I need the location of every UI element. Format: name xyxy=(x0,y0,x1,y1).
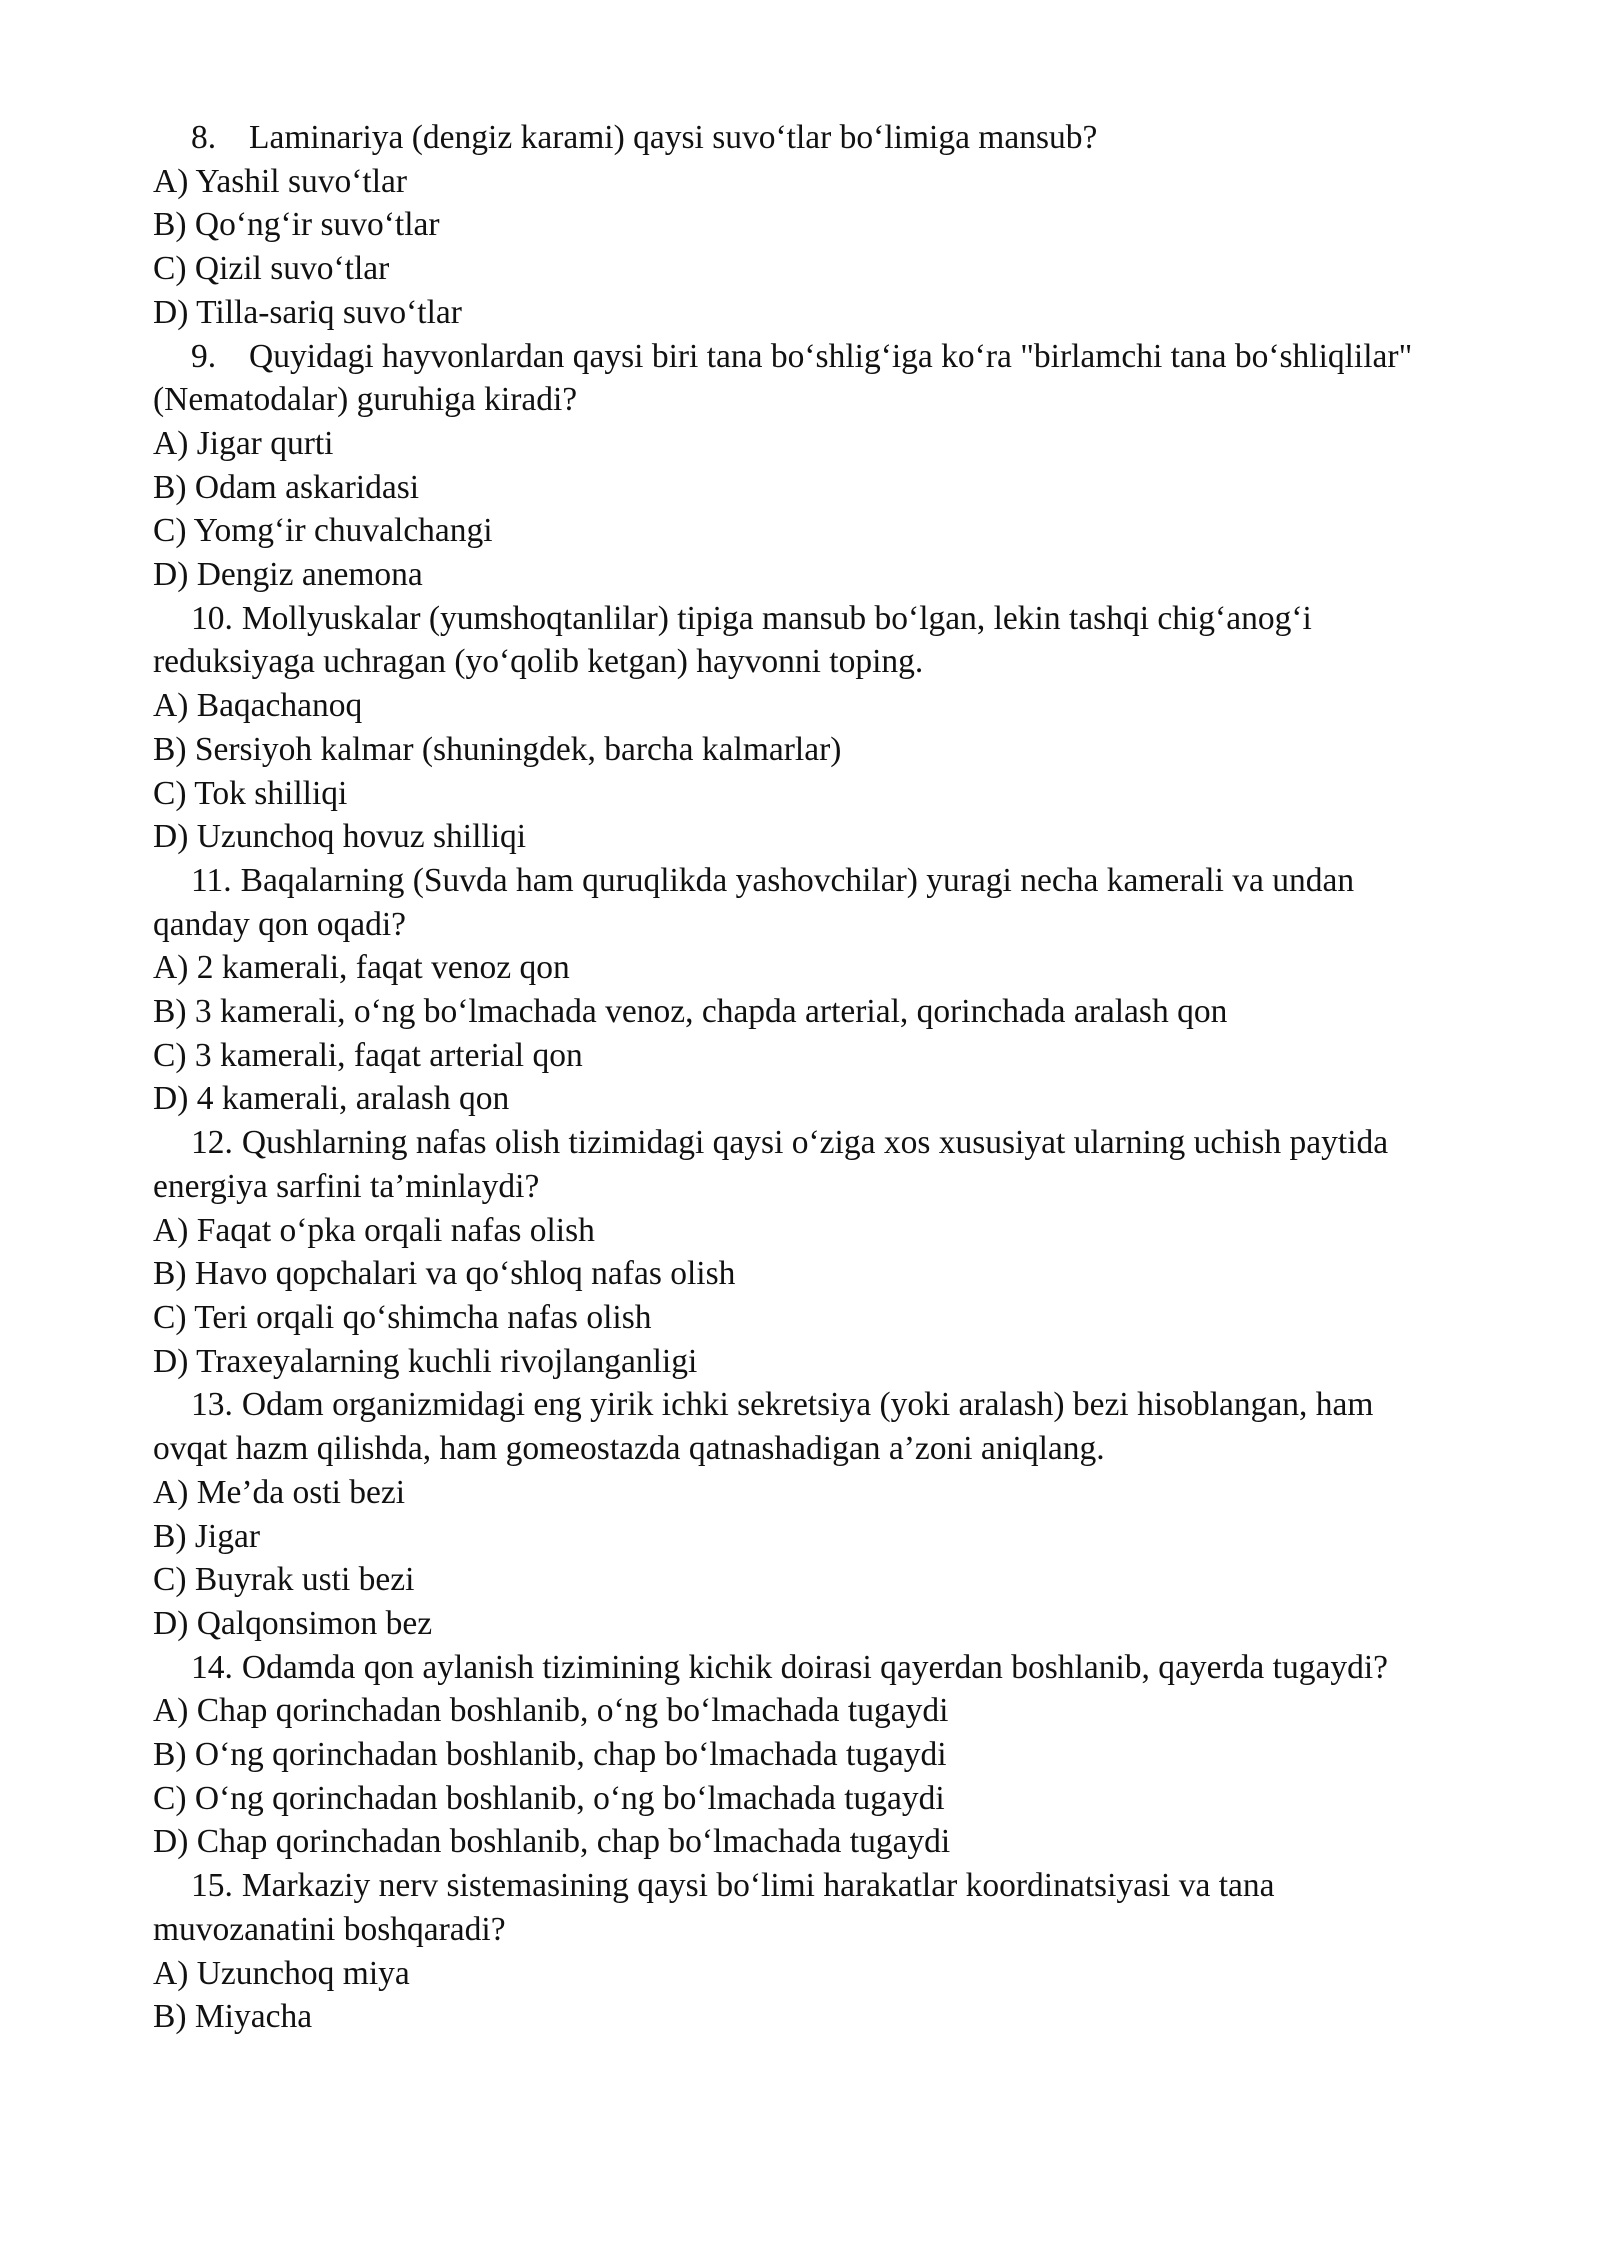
answer-option: A) Uzunchoq miya xyxy=(153,1954,410,1992)
answer-option: A) 2 kamerali, faqat venoz qon xyxy=(153,949,570,987)
question-number: 14. xyxy=(191,1648,233,1686)
answer-option: A) Baqachanoq xyxy=(153,687,363,725)
question-block xyxy=(153,1383,1453,1645)
answer-option: B) Jigar xyxy=(153,1517,260,1555)
question-number: 10. xyxy=(191,599,233,637)
answer-option: D) 4 kamerali, aralash qon xyxy=(153,1080,510,1118)
answer-option: D) Uzunchoq hovuz shilliqi xyxy=(153,818,527,856)
question-text xyxy=(153,335,1453,422)
answer-option: C) 3 kamerali, faqat arterial qon xyxy=(153,1036,583,1074)
answer-option: B) O‘ng qorinchadan boshlanib, chap bo‘lmachada tugaydi xyxy=(153,1736,947,1774)
question-block xyxy=(153,859,1453,1121)
answer-option: B) 3 kamerali, o‘ng bo‘lmachada venoz, chapda arterial, qorinchada aralash qon xyxy=(153,993,1228,1031)
question-text xyxy=(153,859,1453,946)
question-number: 13. xyxy=(191,1386,233,1424)
question-number: 9. xyxy=(191,337,217,375)
question-number: 11. xyxy=(191,861,232,899)
question-body: Laminariya (dengiz karami) qaysi suvo‘tlar bo‘limiga mansub? xyxy=(249,119,1098,156)
question-body: Qushlarning nafas olish tizimidagi qaysi o‘ziga xos xususiyat ularning uchish paytida energiya sarfini ta’minlaydi? xyxy=(153,1124,1389,1205)
question-text xyxy=(153,1383,1453,1470)
question-block xyxy=(153,597,1453,859)
question-block xyxy=(153,335,1453,597)
answer-option: D) Dengiz anemona xyxy=(153,556,423,594)
question-body: Baqalarning (Suvda ham quruqlikda yashovchilar) yuragi necha kamerali va undan qanday qon oqadi? xyxy=(153,861,1355,943)
answer-option: D) Traxeyalarning kuchli rivojlanganligi xyxy=(153,1342,698,1380)
question-number: 12. xyxy=(191,1124,233,1162)
answer-option: C) O‘ng qorinchadan boshlanib, o‘ng bo‘lmachada tugaydi xyxy=(153,1779,945,1817)
question-text xyxy=(153,116,1453,160)
question-body: Mollyuskalar (yumshoqtanlilar) tipiga mansub bo‘lgan, lekin tashqi chig‘anog‘i reduksiyaga uchragan (yo‘qolib ketgan) hayvonni toping. xyxy=(153,599,1312,681)
question-number: 15. xyxy=(191,1867,233,1905)
question-text xyxy=(153,1864,1453,1951)
answer-option: C) Qizil suvo‘tlar xyxy=(153,250,390,288)
question-block xyxy=(153,1646,1453,1865)
answer-option: A) Yashil suvo‘tlar xyxy=(153,162,408,200)
answer-option: B) Miyacha xyxy=(153,1998,313,2036)
answer-option: D) Tilla-sariq suvo‘tlar xyxy=(153,293,462,331)
question-block xyxy=(153,1121,1453,1383)
answer-option: B) Odam askaridasi xyxy=(153,468,420,506)
answer-option: A) Jigar qurti xyxy=(153,424,334,462)
answer-option: D) Chap qorinchadan boshlanib, chap bo‘lmachada tugaydi xyxy=(153,1823,951,1861)
answer-option: B) Sersiyoh kalmar (shuningdek, barcha kalmarlar) xyxy=(153,730,842,768)
question-number: 8. xyxy=(191,119,217,156)
answer-option: C) Yomg‘ir chuvalchangi xyxy=(153,512,493,550)
question-text xyxy=(153,597,1453,684)
answer-option: D) Qalqonsimon bez xyxy=(153,1604,433,1642)
question-body: Odamda qon aylanish tizimining kichik doirasi qayerdan boshlanib, qayerda tugaydi? xyxy=(241,1648,1389,1686)
answer-option: C) Teri orqali qo‘shimcha nafas olish xyxy=(153,1298,652,1336)
question-block xyxy=(153,1864,1453,2039)
answer-option: A) Chap qorinchadan boshlanib, o‘ng bo‘lmachada tugaydi xyxy=(153,1692,949,1730)
answer-option: B) Havo qopchalari va qo‘shloq nafas olish xyxy=(153,1255,736,1293)
answer-option: A) Me’da osti bezi xyxy=(153,1473,406,1511)
question-body: Quyidagi hayvonlardan qaysi biri tana bo‘shlig‘iga ko‘ra "birlamchi tana bo‘shliqlilar" (Nematodalar) guruhiga kiradi? xyxy=(153,337,1413,419)
question-body: Markaziy nerv sistemasining qaysi bo‘limi harakatlar koordinatsiyasi va tana muvozanatini boshqaradi? xyxy=(153,1867,1275,1948)
answer-option: C) Tok shilliqi xyxy=(153,774,348,812)
question-body: Odam organizmidagi eng yirik ichki sekretsiya (yoki aralash) bezi hisoblangan, ham ovqat hazm qilishda, ham gomeostazda qatnashadigan a’zoni aniqlang. xyxy=(153,1386,1374,1468)
answer-option: B) Qo‘ng‘ir suvo‘tlar xyxy=(153,206,440,244)
question-block xyxy=(153,116,1453,335)
answer-option: C) Buyrak usti bezi xyxy=(153,1561,415,1599)
question-text xyxy=(153,1121,1453,1208)
question-text xyxy=(153,1646,1453,1690)
answer-option: A) Faqat o‘pka orqali nafas olish xyxy=(153,1211,595,1249)
document-page xyxy=(153,116,1453,2039)
